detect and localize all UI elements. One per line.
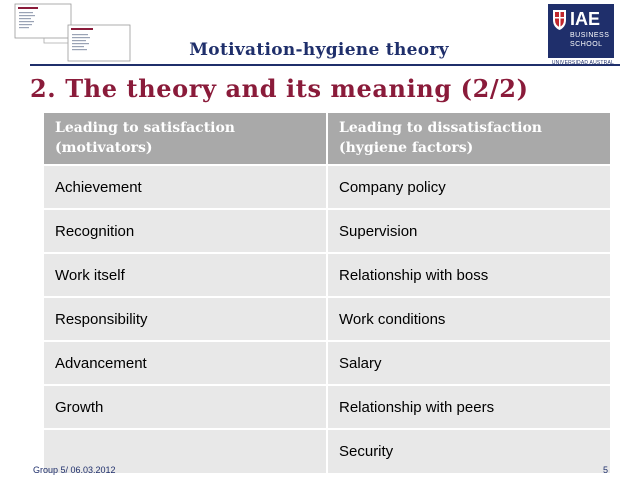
footer-date: Group 5/ 06.03.2012 — [33, 465, 116, 475]
hygiene-cell: Relationship with boss — [327, 253, 610, 297]
logo-school: SCHOOL — [570, 41, 603, 48]
factors-table — [44, 113, 610, 473]
iae-logo — [548, 4, 614, 58]
table-row — [44, 253, 610, 297]
motivator-cell: Advancement — [44, 341, 327, 385]
table-row — [44, 385, 610, 429]
logo-business: BUSINESS — [570, 32, 610, 39]
logo-university: UNIVERSIDAD AUSTRAL — [551, 60, 614, 66]
table-header-row — [44, 113, 610, 165]
logo-iae: IAE — [570, 9, 601, 29]
table-row — [44, 209, 610, 253]
table-row — [44, 429, 610, 473]
hygiene-cell: Work conditions — [327, 297, 610, 341]
motivator-cell: Work itself — [44, 253, 327, 297]
table-row — [44, 297, 610, 341]
header-title: Motivation-hygiene theory — [189, 40, 449, 60]
motivator-cell: Growth — [44, 385, 327, 429]
table-row — [44, 165, 610, 209]
hygiene-cell: Supervision — [327, 209, 610, 253]
hygiene-cell: Security — [327, 429, 610, 473]
motivator-cell: Achievement — [44, 165, 327, 209]
header-divider — [30, 64, 620, 66]
page-number: 5 — [602, 465, 608, 475]
motivator-cell: Responsibility — [44, 297, 327, 341]
hygiene-cell: Company policy — [327, 165, 610, 209]
motivator-cell: Recognition — [44, 209, 327, 253]
table-row — [44, 341, 610, 385]
hygiene-cell: Relationship with peers — [327, 385, 610, 429]
slide-title: 2. The theory and its meaning (2/2) — [30, 74, 529, 103]
header-motivators: Leading to satisfaction (motivators) — [44, 113, 327, 165]
hygiene-cell: Salary — [327, 341, 610, 385]
header-hygiene-factors: Leading to dissatisfaction (hygiene factors) — [327, 113, 610, 165]
